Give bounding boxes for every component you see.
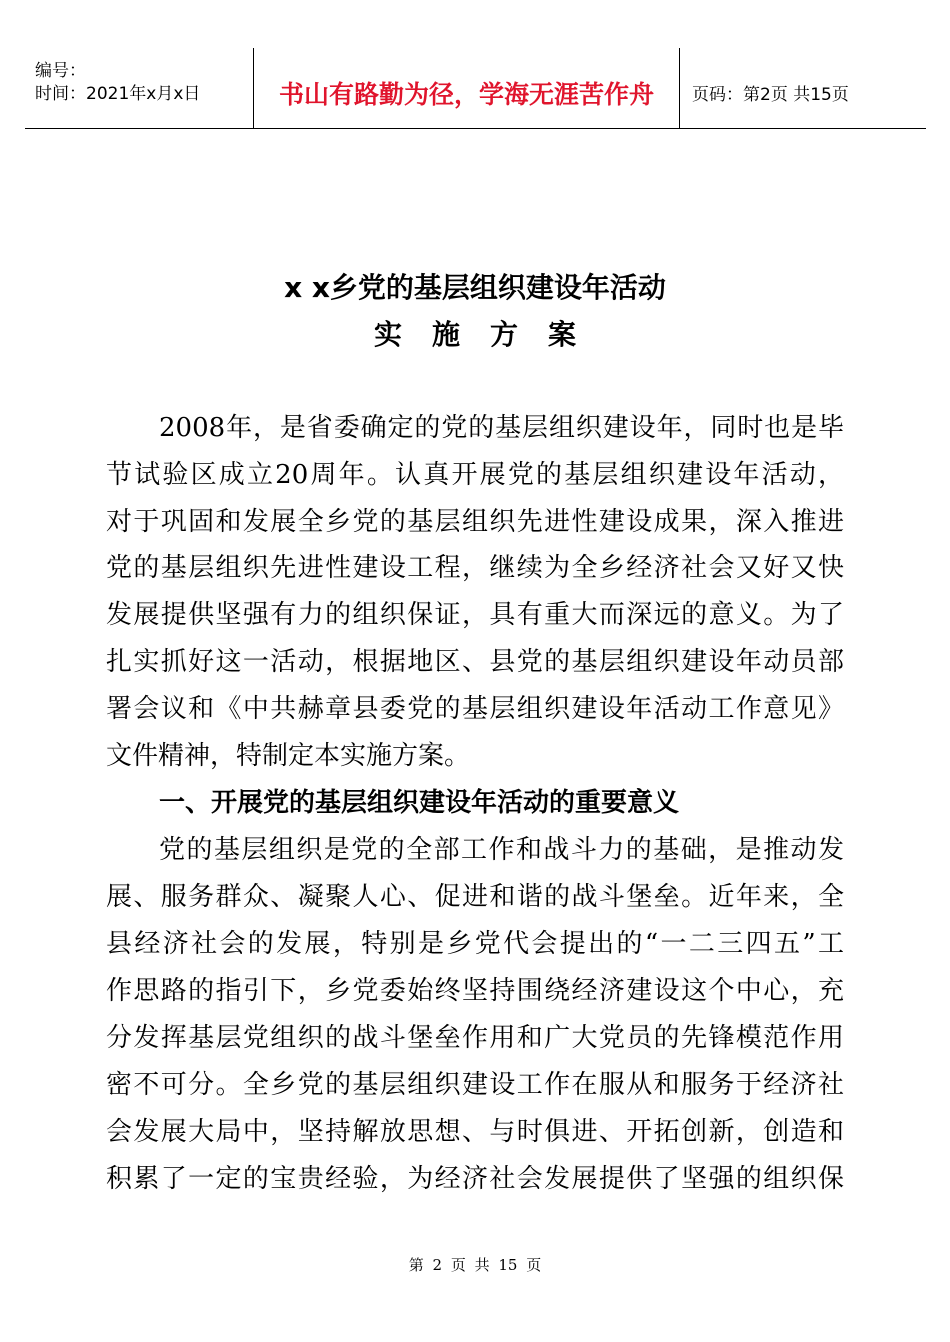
body-line: 作思路的指引下，乡党委始终坚持围绕经济建设这个中心，充 <box>106 976 844 1006</box>
page-footer: 第 2 页 共 15 页 <box>408 1256 542 1274</box>
body-line: 党的基层组织先进性建设工程，继续为全乡经济社会又好又快 <box>106 553 844 583</box>
body-line: 对于巩固和发展全乡党的基层组织先进性建设成果，深入推进 <box>106 507 844 537</box>
document-title: x x乡党的基层组织建设年活动 <box>284 271 666 304</box>
body-line: 展、服务群众、凝聚人心、促进和谐的战斗堡垒。近年来，全 <box>106 882 844 912</box>
body-line: 扎实抓好这一活动，根据地区、县党的基层组织建设年动员部 <box>106 647 844 677</box>
body-line: 发展提供坚强有力的组织保证，具有重大而深远的意义。为了 <box>106 600 844 630</box>
document-subtitle: 实施方案 <box>373 318 606 351</box>
body-line: 党的基层组织是党的全部工作和战斗力的基础，是推动发 <box>159 835 844 865</box>
page-info: 页码：第2页 共15页 <box>692 85 849 105</box>
motto: 书山有路勤为径，学海无涯苦作舟 <box>278 80 654 109</box>
body-line: 节试验区成立20周年。认真开展党的基层组织建设年活动， <box>106 460 844 490</box>
header-meta-cell <box>25 48 254 128</box>
body-line: 署会议和《中共赫章县委党的基层组织建设年活动工作意见》 <box>106 694 844 724</box>
header-motto-cell <box>254 48 680 128</box>
body-line: 积累了一定的宝贵经验，为经济社会发展提供了坚强的组织保 <box>106 1164 844 1194</box>
body-line: 分发挥基层党组织的战斗堡垒作用和广大党员的先锋模范作用 <box>106 1023 844 1053</box>
body-line: 2008年，是省委确定的党的基层组织建设年，同时也是毕 <box>159 413 844 443</box>
body-line: 文件精神，特制定本实施方案。 <box>106 741 471 771</box>
header-page-cell <box>680 48 926 128</box>
number-label: 编号： <box>35 61 86 81</box>
body-line: 县经济社会的发展，特别是乡党代会提出的“一二三四五”工 <box>106 929 844 959</box>
body-line: 会发展大局中，坚持解放思想、与时俱进、开拓创新，创造和 <box>106 1117 844 1147</box>
body-line: 密不可分。全乡党的基层组织建设工作在服从和服务于经济社 <box>106 1070 844 1100</box>
document-header <box>25 48 926 129</box>
section-heading: 一、开展党的基层组织建设年活动的重要意义 <box>159 788 680 818</box>
date-line: 时间：2021年x月x日 <box>35 84 201 104</box>
